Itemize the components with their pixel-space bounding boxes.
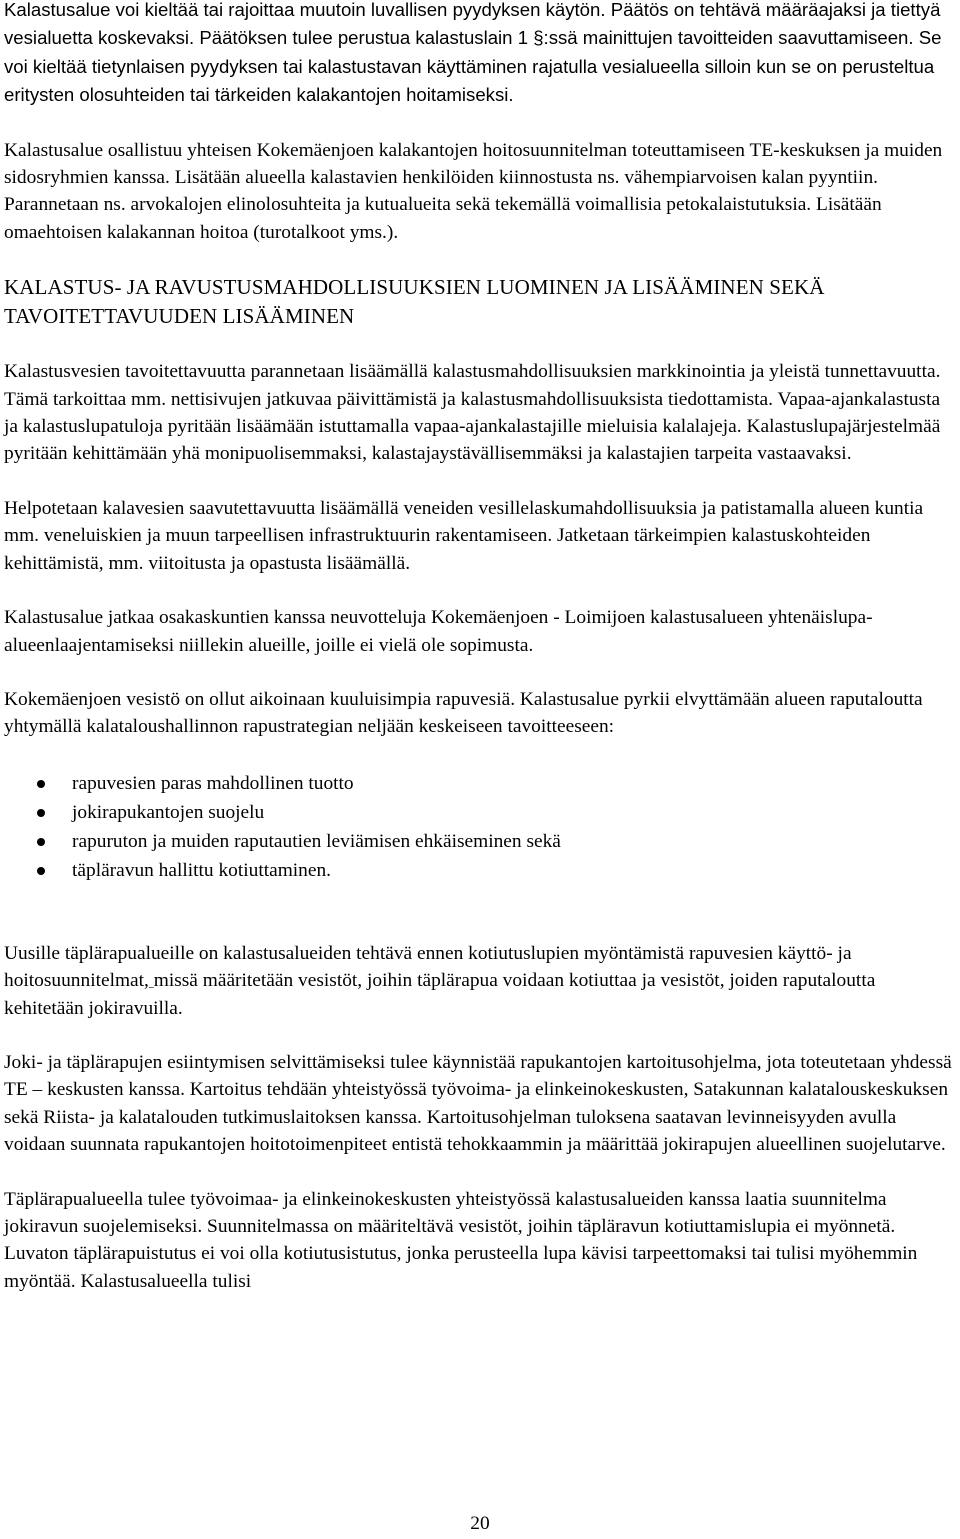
bullet-icon (37, 838, 45, 846)
paragraph-signal-crayfish-areas-a: Uusille täplärapualueille on kalastusalueiden tehtävä ennen kotiutuslupien myöntämistä rapuvesien käyttö- ja hoitosuunnitelmat, (4, 942, 852, 992)
section-heading: KALASTUS- JA RAVUSTUSMAHDOLLISUUKSIEN LUOMINEN JA LISÄÄMINEN SEKÄ TAVOITETTAVUUDEN LISÄÄMINEN (4, 275, 825, 329)
crayfish-goals-list (4, 769, 958, 885)
paragraph-unified-permit: Kalastusalue jatkaa osakaskuntien kanssa neuvotteluja Kokemäenjoen - Loimijoen kalastusalueen yhtenäislupa-alueenlaajentamiseksi niillekin alueille, joille ei vielä ole sopimusta. (4, 607, 873, 656)
list-item-text: rapuruton ja muiden raputautien leviämisen ehkäiseminen sekä (72, 830, 561, 852)
list-item-text: jokirapukantojen suojelu (72, 801, 265, 823)
bullet-icon (37, 809, 45, 817)
bullet-icon (37, 867, 45, 875)
paragraph-fishing-restrictions-sans-part: Kalastusalue voi kieltää tai rajoittaa muutoin luvallisen pyydyksen käytön. Päätös on tehtävä määräajaksi ja tiettyä vesialuetta koskevaksi. Päätöksen tulee perustua kalastuslain 1 §:ssä mainittujen tavoitteiden saavuttamiseen. (4, 0, 941, 49)
paragraph-mapping-program: Joki- ja täplärapujen esiintymisen selvittämiseksi tulee käynnistää rapukantojen kartoitusohjelma, jota toteutetaan yhdessä TE – keskusten kanssa. Kartoitus tehdään yhteistyössä työvoima- ja elinkeinokeskusten, Satakunnan kalatalouskeskuksen sekä Riista- ja kalatalouden tutkimuslaitoksen kanssa. Kartoitusohjelman tuloksena saatavan levinneisyyden avulla voidaan suunnata rapukantojen hoitotoimenpiteet entistä tehokkaammin ja määrittää jokirapujen alueellinen suojelutarve. (4, 1051, 952, 1156)
paragraph-signal-crayfish-areas-b: missä määritetään vesistöt, joihin täplärapua voidaan kotiuttaa ja vesistöt, joiden raputaloutta kehitetään jokiravuilla. (4, 970, 876, 1019)
paragraph-signal-crayfish-areas (4, 940, 958, 1022)
list-item-text: rapuvesien paras mahdollinen tuotto (72, 772, 354, 794)
bullet-icon (37, 780, 45, 788)
paragraph-fishing-restrictions (4, 0, 958, 110)
list-item (4, 827, 958, 856)
paragraph-protection-plan: Täplärapualueella tulee työvoimaa- ja elinkeinokeskusten yhteistyössä kalastusalueiden kanssa laatia suunnitelma jokiravun suojelemiseksi. Suunnitelmassa on määriteltävä vesistöt, joihin täpläravun kotiuttamislupia ei myönnetä. Luvaton täplärapuistutus ei voi olla kotiutusistutus, jonka perusteella lupa kävisi tarpeettomaksi tai tulisi myöhemmin myöntää. Kalastusalueella tulisi (4, 1188, 918, 1292)
document-page (4, 0, 958, 1295)
list-item (4, 769, 958, 798)
paragraph-boat-access: Helpotetaan kalavesien saavutettavuutta lisäämällä veneiden vesillelaskumahdollisuuksia ja patistamalla alueen kuntia mm. veneluiskien ja muun tarpeellisen infrastruktuurin rakentamiseen. Jatketaan tärkeimpien kalastuskohteiden kehittämistä, mm. viitoitusta ja opastusta lisäämällä. (4, 497, 924, 574)
paragraph-fishing-restrictions-cont: Se voi kieltää tietynlaisen pyydyksen tai kalastustavan käyttäminen rajatulla vesialueella silloin kun se on perusteltua eritysten olosuhteiden tai tärkeiden kalakantojen hoitamiseksi. (4, 27, 942, 106)
list-item (4, 798, 958, 827)
page-number: 20 (470, 1513, 490, 1534)
paragraph-accessibility-marketing: Kalastusvesien tavoitettavuutta parannetaan lisäämällä kalastusmahdollisuuksien markkinointia ja yleistä tunnettavuutta. Tämä tarkoittaa mm. nettisivujen jatkuvaa päivittämistä ja kalastusmahdollisuuksista tiedottamista. Vapaa-ajankalastusta ja kalastuslupatuloja pyritään lisäämään istuttamalla vapaa-ajankalastajille mieluisia kalalajeja. Kalastuslupajärjestelmää pyritään kehittämään yhä monipuolisemmaksi, kalastajaystävällisemmäksi ja kalastajien tarpeita vastaavaksi. (4, 361, 941, 465)
list-item-text: täpläravun hallittu kotiuttaminen. (72, 859, 332, 881)
list-item (4, 856, 958, 885)
paragraph-crayfish-strategy: Kokemäenjoen vesistö on ollut aikoinaan kuuluisimpia rapuvesiä. Kalastusalue pyrkii elvyttämään alueen raputaloutta yhtymällä kalataloushallinnon rapustrategian neljään keskeiseen tavoitteeseen: (4, 688, 923, 738)
paragraph-kokemaenjoki-management: Kalastusalue osallistuu yhteisen Kokemäenjoen kalakantojen hoitosuunnitelman toteuttamiseen TE-keskuksen ja muiden sidosryhmien kanssa. Lisätään alueella kalastavien henkilöiden kiinnostusta ns. vähempiarvoisen kalan pyyntiin. Parannetaan ns. arvokalojen elinolosuhteita ja kutualueita sekä tekemällä voimallisia petokalaistutuksia. Lisätään omaehtoisen kalakannan hoitoa (turotalkoot yms.). (4, 139, 943, 243)
